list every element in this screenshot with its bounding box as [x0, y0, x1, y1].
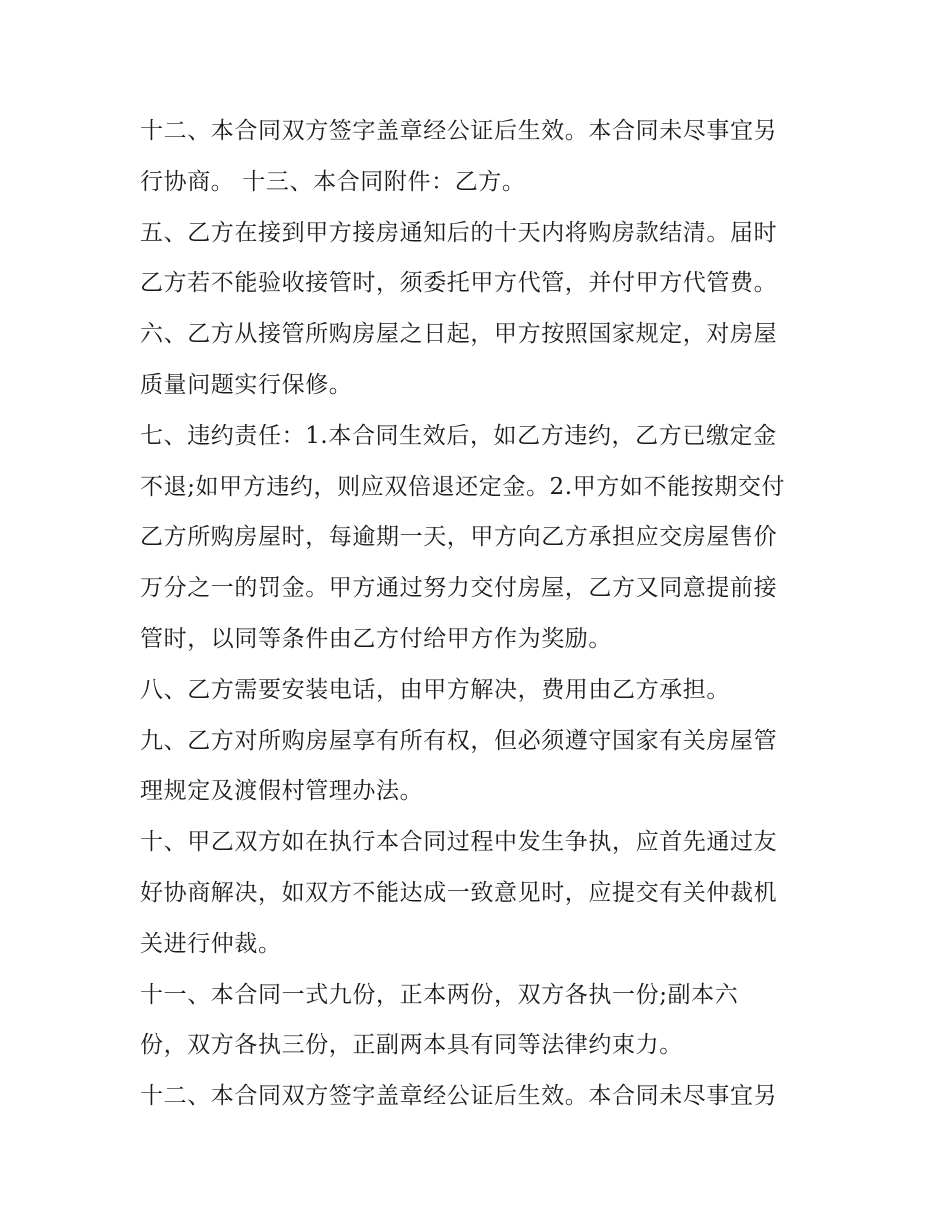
text-line: 十、甲乙双方如在执行本合同过程中发生争执，应首先通过友: [140, 829, 778, 856]
text-line: 十二、本合同双方签字盖章经公证后生效。本合同未尽事宜另: [140, 1083, 778, 1110]
text-line: 份，双方各执三份，正副两本具有同等法律约束力。: [140, 1032, 683, 1059]
text-line: 九、乙方对所购房屋享有所有权，但必须遵守国家有关房屋管: [140, 727, 778, 754]
text-line: 七、违约责任：1.本合同生效后，如乙方违约，乙方已缴定金: [140, 422, 777, 449]
text-line: 六、乙方从接管所购房屋之日起，甲方按照国家规定，对房屋: [140, 321, 778, 348]
text-line: 管时，以同等条件由乙方付给甲方作为奖励。: [140, 625, 612, 652]
text-line: 好协商解决，如双方不能达成一致意见时，应提交有关仲裁机: [140, 879, 778, 906]
text-line: 乙方所购房屋时，每逾期一天，甲方向乙方承担应交房屋售价: [140, 524, 778, 551]
text-line: 十一、本合同一式九份，正本两份，双方各执一份;副本六: [140, 981, 739, 1008]
text-line: 八、乙方需要安装电话，由甲方解决，费用由乙方承担。: [140, 676, 730, 703]
text-line: 行协商。 十三、本合同附件：乙方。: [140, 168, 526, 195]
text-line: 不退;如甲方违约，则应双倍退还定金。2.甲方如不能按期交付: [140, 473, 786, 500]
text-line: 乙方若不能验收接管时，须委托甲方代管，并付甲方代管费。: [140, 270, 778, 297]
text-line: 关进行仲裁。: [140, 930, 282, 957]
text-line: 质量问题实行保修。: [140, 371, 353, 398]
text-line: 万分之一的罚金。甲方通过努力交付房屋，乙方又同意提前接: [140, 575, 778, 602]
text-line: 十二、本合同双方签字盖章经公证后生效。本合同未尽事宜另: [140, 118, 778, 144]
text-line: 理规定及渡假村管理办法。: [140, 778, 424, 805]
contract-text-body: [140, 106, 830, 1122]
text-line: 五、乙方在接到甲方接房通知后的十天内将购房款结清。届时: [140, 219, 778, 246]
